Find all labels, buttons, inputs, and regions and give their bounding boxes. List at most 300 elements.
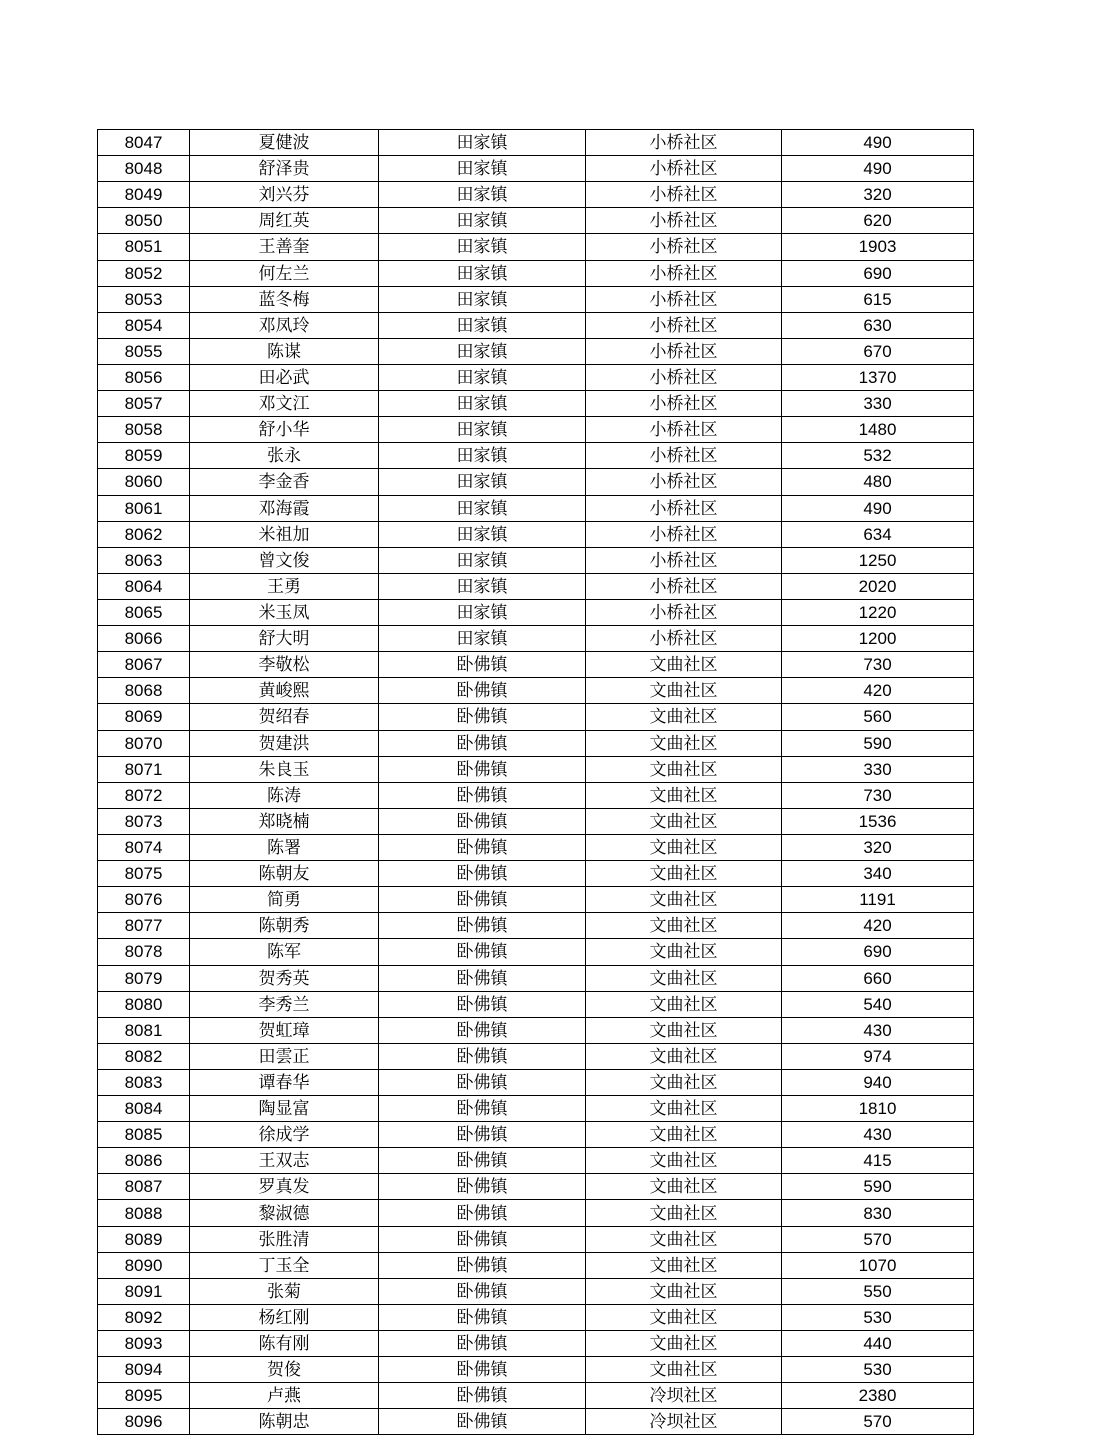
amount-cell: 320	[782, 182, 974, 208]
amount-cell: 690	[782, 260, 974, 286]
community-cell: 小桥社区	[586, 495, 782, 521]
amount-cell: 540	[782, 991, 974, 1017]
town-cell: 田家镇	[379, 208, 586, 234]
serial-number-cell: 8066	[98, 626, 190, 652]
community-cell: 小桥社区	[586, 573, 782, 599]
table-row	[98, 1278, 974, 1304]
town-cell: 卧佛镇	[379, 730, 586, 756]
town-cell: 田家镇	[379, 521, 586, 547]
name-cell: 陈朝秀	[190, 913, 379, 939]
serial-number-cell: 8089	[98, 1226, 190, 1252]
town-cell: 田家镇	[379, 182, 586, 208]
name-cell: 陈涛	[190, 782, 379, 808]
amount-cell: 590	[782, 730, 974, 756]
name-cell: 贺建洪	[190, 730, 379, 756]
community-cell: 冷坝社区	[586, 1409, 782, 1435]
serial-number-cell: 8093	[98, 1331, 190, 1357]
serial-number-cell: 8085	[98, 1122, 190, 1148]
name-cell: 贺俊	[190, 1357, 379, 1383]
town-cell: 卧佛镇	[379, 1043, 586, 1069]
community-cell: 小桥社区	[586, 208, 782, 234]
name-cell: 刘兴芬	[190, 182, 379, 208]
community-cell: 文曲社区	[586, 1096, 782, 1122]
town-cell: 卧佛镇	[379, 887, 586, 913]
name-cell: 李秀兰	[190, 991, 379, 1017]
table-row	[98, 704, 974, 730]
amount-cell: 430	[782, 1017, 974, 1043]
town-cell: 卧佛镇	[379, 1383, 586, 1409]
town-cell: 卧佛镇	[379, 1069, 586, 1095]
table-row	[98, 156, 974, 182]
name-cell: 黎淑德	[190, 1200, 379, 1226]
town-cell: 田家镇	[379, 130, 586, 156]
town-cell: 卧佛镇	[379, 652, 586, 678]
community-cell: 小桥社区	[586, 469, 782, 495]
name-cell: 卢燕	[190, 1383, 379, 1409]
name-cell: 邓文江	[190, 391, 379, 417]
serial-number-cell: 8068	[98, 678, 190, 704]
name-cell: 杨红刚	[190, 1304, 379, 1330]
community-cell: 小桥社区	[586, 547, 782, 573]
amount-cell: 2020	[782, 573, 974, 599]
town-cell: 田家镇	[379, 286, 586, 312]
amount-cell: 570	[782, 1409, 974, 1435]
table-row	[98, 495, 974, 521]
amount-cell: 1810	[782, 1096, 974, 1122]
table-row	[98, 652, 974, 678]
name-cell: 何左兰	[190, 260, 379, 286]
amount-cell: 532	[782, 443, 974, 469]
table-row	[98, 469, 974, 495]
serial-number-cell: 8082	[98, 1043, 190, 1069]
table-row	[98, 887, 974, 913]
name-cell: 朱良玉	[190, 756, 379, 782]
amount-cell: 570	[782, 1226, 974, 1252]
community-cell: 文曲社区	[586, 756, 782, 782]
community-cell: 文曲社区	[586, 1017, 782, 1043]
table-row	[98, 1096, 974, 1122]
town-cell: 卧佛镇	[379, 1409, 586, 1435]
table-row	[98, 834, 974, 860]
serial-number-cell: 8050	[98, 208, 190, 234]
name-cell: 贺虹璋	[190, 1017, 379, 1043]
town-cell: 卧佛镇	[379, 808, 586, 834]
community-cell: 文曲社区	[586, 834, 782, 860]
table-row	[98, 417, 974, 443]
table-row	[98, 939, 974, 965]
community-cell: 文曲社区	[586, 939, 782, 965]
town-cell: 卧佛镇	[379, 782, 586, 808]
serial-number-cell: 8092	[98, 1304, 190, 1330]
amount-cell: 490	[782, 495, 974, 521]
table-row	[98, 1069, 974, 1095]
town-cell: 田家镇	[379, 338, 586, 364]
town-cell: 田家镇	[379, 547, 586, 573]
town-cell: 卧佛镇	[379, 991, 586, 1017]
community-cell: 小桥社区	[586, 626, 782, 652]
town-cell: 田家镇	[379, 573, 586, 599]
amount-cell: 660	[782, 965, 974, 991]
community-cell: 小桥社区	[586, 521, 782, 547]
town-cell: 卧佛镇	[379, 1278, 586, 1304]
table-row	[98, 364, 974, 390]
serial-number-cell: 8087	[98, 1174, 190, 1200]
town-cell: 田家镇	[379, 312, 586, 338]
community-cell: 文曲社区	[586, 1226, 782, 1252]
town-cell: 卧佛镇	[379, 1122, 586, 1148]
name-cell: 丁玉全	[190, 1252, 379, 1278]
table-row	[98, 286, 974, 312]
community-cell: 小桥社区	[586, 156, 782, 182]
amount-cell: 320	[782, 834, 974, 860]
serial-number-cell: 8055	[98, 338, 190, 364]
amount-cell: 530	[782, 1357, 974, 1383]
serial-number-cell: 8084	[98, 1096, 190, 1122]
town-cell: 田家镇	[379, 391, 586, 417]
town-cell: 田家镇	[379, 156, 586, 182]
town-cell: 卧佛镇	[379, 913, 586, 939]
town-cell: 田家镇	[379, 364, 586, 390]
community-cell: 小桥社区	[586, 312, 782, 338]
amount-cell: 670	[782, 338, 974, 364]
table-row	[98, 1252, 974, 1278]
serial-number-cell: 8049	[98, 182, 190, 208]
community-cell: 小桥社区	[586, 417, 782, 443]
name-cell: 罗真发	[190, 1174, 379, 1200]
name-cell: 田必武	[190, 364, 379, 390]
table-row	[98, 861, 974, 887]
amount-cell: 730	[782, 782, 974, 808]
community-cell: 文曲社区	[586, 1174, 782, 1200]
town-cell: 卧佛镇	[379, 965, 586, 991]
table-row	[98, 678, 974, 704]
table-row	[98, 208, 974, 234]
community-cell: 文曲社区	[586, 782, 782, 808]
name-cell: 陈有刚	[190, 1331, 379, 1357]
community-cell: 文曲社区	[586, 1304, 782, 1330]
serial-number-cell: 8052	[98, 260, 190, 286]
town-cell: 卧佛镇	[379, 756, 586, 782]
table-row	[98, 391, 974, 417]
table-row	[98, 1357, 974, 1383]
table-row	[98, 312, 974, 338]
amount-cell: 440	[782, 1331, 974, 1357]
table-row	[98, 1148, 974, 1174]
table-row	[98, 573, 974, 599]
community-cell: 小桥社区	[586, 130, 782, 156]
table-row	[98, 626, 974, 652]
serial-number-cell: 8081	[98, 1017, 190, 1043]
name-cell: 陶显富	[190, 1096, 379, 1122]
name-cell: 张菊	[190, 1278, 379, 1304]
name-cell: 米祖加	[190, 521, 379, 547]
community-cell: 小桥社区	[586, 599, 782, 625]
serial-number-cell: 8056	[98, 364, 190, 390]
table-row	[98, 1174, 974, 1200]
town-cell: 田家镇	[379, 443, 586, 469]
community-cell: 文曲社区	[586, 730, 782, 756]
table-row	[98, 443, 974, 469]
serial-number-cell: 8072	[98, 782, 190, 808]
serial-number-cell: 8090	[98, 1252, 190, 1278]
table-row	[98, 1383, 974, 1409]
amount-cell: 1220	[782, 599, 974, 625]
town-cell: 田家镇	[379, 234, 586, 260]
community-cell: 小桥社区	[586, 260, 782, 286]
amount-cell: 1370	[782, 364, 974, 390]
amount-cell: 1191	[782, 887, 974, 913]
serial-number-cell: 8074	[98, 834, 190, 860]
town-cell: 卧佛镇	[379, 1357, 586, 1383]
amount-cell: 830	[782, 1200, 974, 1226]
table-row	[98, 599, 974, 625]
town-cell: 卧佛镇	[379, 1304, 586, 1330]
data-table	[97, 129, 974, 1435]
name-cell: 夏健波	[190, 130, 379, 156]
town-cell: 田家镇	[379, 260, 586, 286]
name-cell: 郑晓楠	[190, 808, 379, 834]
table-row	[98, 547, 974, 573]
serial-number-cell: 8083	[98, 1069, 190, 1095]
table-row	[98, 234, 974, 260]
community-cell: 小桥社区	[586, 182, 782, 208]
table-row	[98, 1226, 974, 1252]
serial-number-cell: 8069	[98, 704, 190, 730]
amount-cell: 420	[782, 678, 974, 704]
name-cell: 谭春华	[190, 1069, 379, 1095]
town-cell: 卧佛镇	[379, 1148, 586, 1174]
serial-number-cell: 8096	[98, 1409, 190, 1435]
table-row	[98, 1200, 974, 1226]
table-row	[98, 1331, 974, 1357]
table-row	[98, 991, 974, 1017]
amount-cell: 340	[782, 861, 974, 887]
serial-number-cell: 8047	[98, 130, 190, 156]
community-cell: 小桥社区	[586, 391, 782, 417]
name-cell: 贺秀英	[190, 965, 379, 991]
name-cell: 曾文俊	[190, 547, 379, 573]
name-cell: 蓝冬梅	[190, 286, 379, 312]
table-row	[98, 965, 974, 991]
amount-cell: 974	[782, 1043, 974, 1069]
table-row	[98, 130, 974, 156]
serial-number-cell: 8086	[98, 1148, 190, 1174]
name-cell: 田雲正	[190, 1043, 379, 1069]
amount-cell: 940	[782, 1069, 974, 1095]
name-cell: 舒小华	[190, 417, 379, 443]
name-cell: 王勇	[190, 573, 379, 599]
serial-number-cell: 8060	[98, 469, 190, 495]
community-cell: 小桥社区	[586, 234, 782, 260]
table-row	[98, 782, 974, 808]
amount-cell: 1903	[782, 234, 974, 260]
community-cell: 文曲社区	[586, 808, 782, 834]
serial-number-cell: 8075	[98, 861, 190, 887]
amount-cell: 1480	[782, 417, 974, 443]
community-cell: 小桥社区	[586, 364, 782, 390]
community-cell: 小桥社区	[586, 443, 782, 469]
amount-cell: 1200	[782, 626, 974, 652]
amount-cell: 330	[782, 391, 974, 417]
community-cell: 文曲社区	[586, 1252, 782, 1278]
community-cell: 文曲社区	[586, 678, 782, 704]
table-row	[98, 182, 974, 208]
amount-cell: 480	[782, 469, 974, 495]
name-cell: 陈军	[190, 939, 379, 965]
table-row	[98, 338, 974, 364]
serial-number-cell: 8076	[98, 887, 190, 913]
amount-cell: 620	[782, 208, 974, 234]
serial-number-cell: 8071	[98, 756, 190, 782]
table-row	[98, 1017, 974, 1043]
amount-cell: 615	[782, 286, 974, 312]
community-cell: 文曲社区	[586, 1069, 782, 1095]
serial-number-cell: 8061	[98, 495, 190, 521]
serial-number-cell: 8078	[98, 939, 190, 965]
town-cell: 卧佛镇	[379, 1226, 586, 1252]
table-row	[98, 260, 974, 286]
town-cell: 田家镇	[379, 495, 586, 521]
amount-cell: 430	[782, 1122, 974, 1148]
serial-number-cell: 8053	[98, 286, 190, 312]
table-row	[98, 521, 974, 547]
serial-number-cell: 8063	[98, 547, 190, 573]
name-cell: 李敬松	[190, 652, 379, 678]
name-cell: 米玉凤	[190, 599, 379, 625]
community-cell: 文曲社区	[586, 1200, 782, 1226]
name-cell: 陈署	[190, 834, 379, 860]
serial-number-cell: 8054	[98, 312, 190, 338]
amount-cell: 415	[782, 1148, 974, 1174]
serial-number-cell: 8067	[98, 652, 190, 678]
name-cell: 贺绍春	[190, 704, 379, 730]
town-cell: 卧佛镇	[379, 1252, 586, 1278]
name-cell: 王双志	[190, 1148, 379, 1174]
town-cell: 卧佛镇	[379, 1174, 586, 1200]
community-cell: 文曲社区	[586, 965, 782, 991]
community-cell: 文曲社区	[586, 1357, 782, 1383]
amount-cell: 490	[782, 156, 974, 182]
table-row	[98, 756, 974, 782]
table-row	[98, 913, 974, 939]
serial-number-cell: 8079	[98, 965, 190, 991]
name-cell: 邓海霞	[190, 495, 379, 521]
name-cell: 舒大明	[190, 626, 379, 652]
name-cell: 周红英	[190, 208, 379, 234]
serial-number-cell: 8094	[98, 1357, 190, 1383]
serial-number-cell: 8095	[98, 1383, 190, 1409]
town-cell: 卧佛镇	[379, 939, 586, 965]
table-row	[98, 808, 974, 834]
serial-number-cell: 8088	[98, 1200, 190, 1226]
serial-number-cell: 8065	[98, 599, 190, 625]
serial-number-cell: 8059	[98, 443, 190, 469]
community-cell: 文曲社区	[586, 861, 782, 887]
amount-cell: 560	[782, 704, 974, 730]
name-cell: 简勇	[190, 887, 379, 913]
name-cell: 徐成学	[190, 1122, 379, 1148]
amount-cell: 730	[782, 652, 974, 678]
town-cell: 卧佛镇	[379, 1017, 586, 1043]
serial-number-cell: 8051	[98, 234, 190, 260]
amount-cell: 1070	[782, 1252, 974, 1278]
community-cell: 文曲社区	[586, 991, 782, 1017]
community-cell: 小桥社区	[586, 286, 782, 312]
community-cell: 冷坝社区	[586, 1383, 782, 1409]
amount-cell: 1250	[782, 547, 974, 573]
town-cell: 卧佛镇	[379, 1096, 586, 1122]
amount-cell: 630	[782, 312, 974, 338]
name-cell: 王善奎	[190, 234, 379, 260]
table-row	[98, 1409, 974, 1435]
amount-cell: 550	[782, 1278, 974, 1304]
community-cell: 文曲社区	[586, 704, 782, 730]
community-cell: 文曲社区	[586, 1278, 782, 1304]
name-cell: 邓凤玲	[190, 312, 379, 338]
community-cell: 文曲社区	[586, 913, 782, 939]
serial-number-cell: 8062	[98, 521, 190, 547]
town-cell: 田家镇	[379, 469, 586, 495]
town-cell: 田家镇	[379, 599, 586, 625]
amount-cell: 634	[782, 521, 974, 547]
serial-number-cell: 8057	[98, 391, 190, 417]
town-cell: 卧佛镇	[379, 834, 586, 860]
town-cell: 卧佛镇	[379, 1200, 586, 1226]
amount-cell: 330	[782, 756, 974, 782]
name-cell: 舒泽贵	[190, 156, 379, 182]
serial-number-cell: 8091	[98, 1278, 190, 1304]
community-cell: 文曲社区	[586, 1043, 782, 1069]
table-row	[98, 1122, 974, 1148]
amount-cell: 690	[782, 939, 974, 965]
town-cell: 田家镇	[379, 417, 586, 443]
amount-cell: 490	[782, 130, 974, 156]
name-cell: 张胜清	[190, 1226, 379, 1252]
amount-cell: 2380	[782, 1383, 974, 1409]
serial-number-cell: 8048	[98, 156, 190, 182]
town-cell: 卧佛镇	[379, 704, 586, 730]
community-cell: 文曲社区	[586, 1331, 782, 1357]
serial-number-cell: 8080	[98, 991, 190, 1017]
town-cell: 卧佛镇	[379, 678, 586, 704]
name-cell: 陈谋	[190, 338, 379, 364]
name-cell: 张永	[190, 443, 379, 469]
name-cell: 黄峻熙	[190, 678, 379, 704]
serial-number-cell: 8058	[98, 417, 190, 443]
table-body	[98, 130, 974, 1435]
amount-cell: 420	[782, 913, 974, 939]
community-cell: 文曲社区	[586, 887, 782, 913]
name-cell: 陈朝友	[190, 861, 379, 887]
table-row	[98, 1304, 974, 1330]
name-cell: 陈朝忠	[190, 1409, 379, 1435]
amount-cell: 530	[782, 1304, 974, 1330]
amount-cell: 1536	[782, 808, 974, 834]
town-cell: 田家镇	[379, 626, 586, 652]
town-cell: 卧佛镇	[379, 861, 586, 887]
serial-number-cell: 8073	[98, 808, 190, 834]
community-cell: 文曲社区	[586, 1122, 782, 1148]
amount-cell: 590	[782, 1174, 974, 1200]
serial-number-cell: 8064	[98, 573, 190, 599]
table-row	[98, 730, 974, 756]
community-cell: 文曲社区	[586, 652, 782, 678]
table-row	[98, 1043, 974, 1069]
community-cell: 文曲社区	[586, 1148, 782, 1174]
town-cell: 卧佛镇	[379, 1331, 586, 1357]
community-cell: 小桥社区	[586, 338, 782, 364]
serial-number-cell: 8070	[98, 730, 190, 756]
